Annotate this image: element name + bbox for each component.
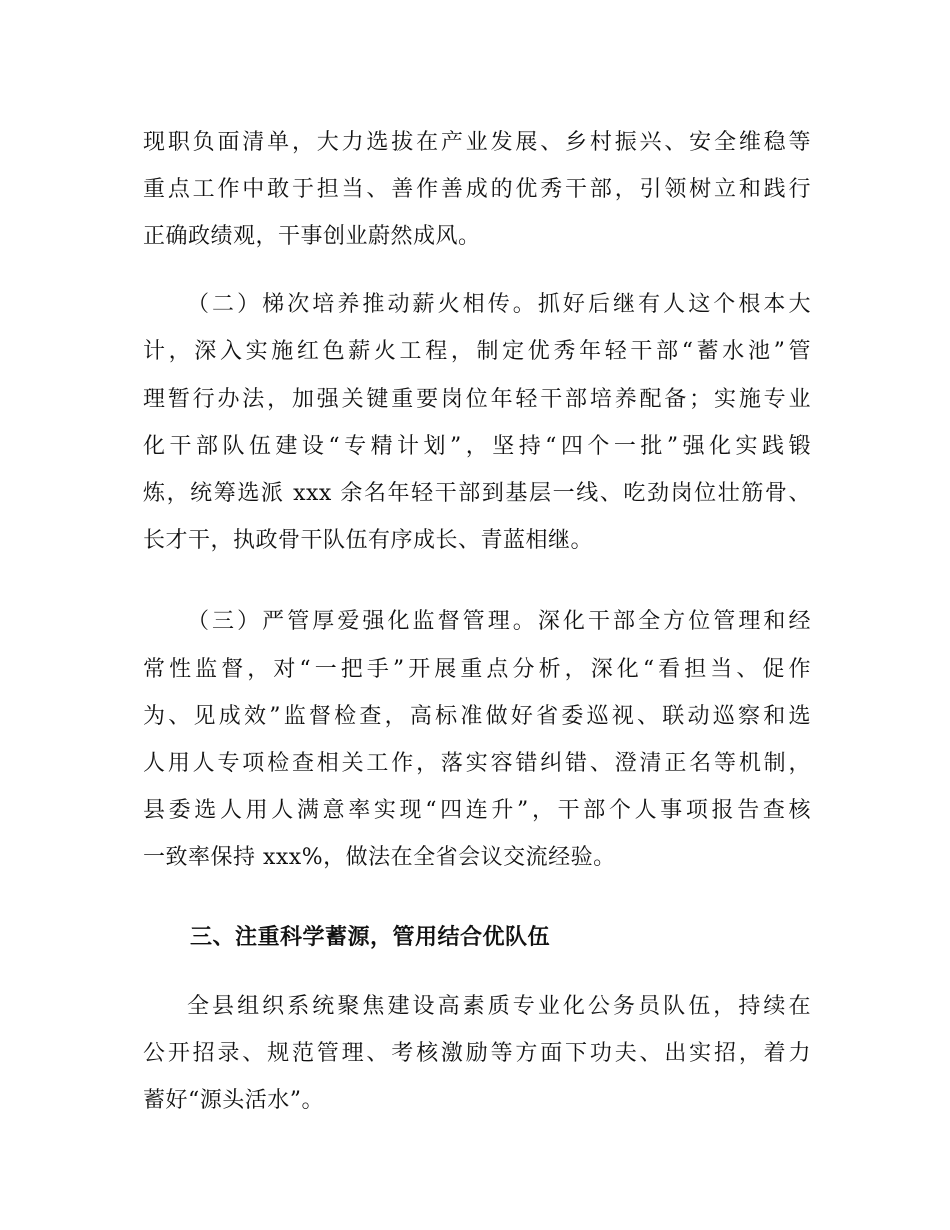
text-line: （三）严管厚爱强化监督管理。深化干部全方位管理和经 [187, 609, 811, 634]
text-line: 现职负面清单，大力选拔在产业发展、乡村振兴、安全维稳等 [143, 130, 811, 155]
text-line: 一致率保持 xxx%，做法在全省会议交流经验。 [143, 845, 616, 870]
text-line: 公开招录、规范管理、考核激励等方面下功夫、出实招，着力 [143, 1041, 811, 1066]
text-line: 理暂行办法，加强关键重要岗位年轻干部培养配备；实施专业 [143, 387, 811, 412]
text-line: 县委选人用人满意率实现“四连升”，干部个人事项报告查核 [143, 798, 811, 823]
text-line: 计，深入实施红色薪火工程，制定优秀年轻干部“蓄水池”管 [143, 339, 811, 364]
text-line: （二）梯次培养推动薪火相传。抓好后继有人这个根本大 [187, 292, 811, 317]
text-line: 蓄好“源头活水”。 [143, 1088, 324, 1113]
text-line: 化干部队伍建设“专精计划”，坚持“四个一批”强化实践锻 [143, 434, 811, 459]
text-line: 为、见成效”监督检查，高标准做好省委巡视、联动巡察和选 [143, 704, 811, 729]
text-line: 人用人专项检查相关工作，落实容错纠错、澄清正名等机制， [143, 751, 811, 776]
text-line: 常性监督，对“一把手”开展重点分析，深化“看担当、促作 [143, 657, 811, 682]
text-line: 全县组织系统聚焦建设高素质专业化公务员队伍，持续在 [187, 994, 811, 1019]
text-line: 正确政绩观，干事创业蔚然成风。 [143, 224, 481, 249]
text-line: 长才干，执政骨干队伍有序成长、青蓝相继。 [143, 528, 594, 553]
text-line: 炼，统筹选派 xxx 余名年轻干部到基层一线、吃劲岗位壮筋骨、 [143, 481, 811, 506]
heading-text: 三、注重科学蓄源，管用结合优队伍 [190, 925, 551, 950]
text-line: 重点工作中敢于担当、善作善成的优秀干部，引领树立和践行 [143, 177, 811, 202]
